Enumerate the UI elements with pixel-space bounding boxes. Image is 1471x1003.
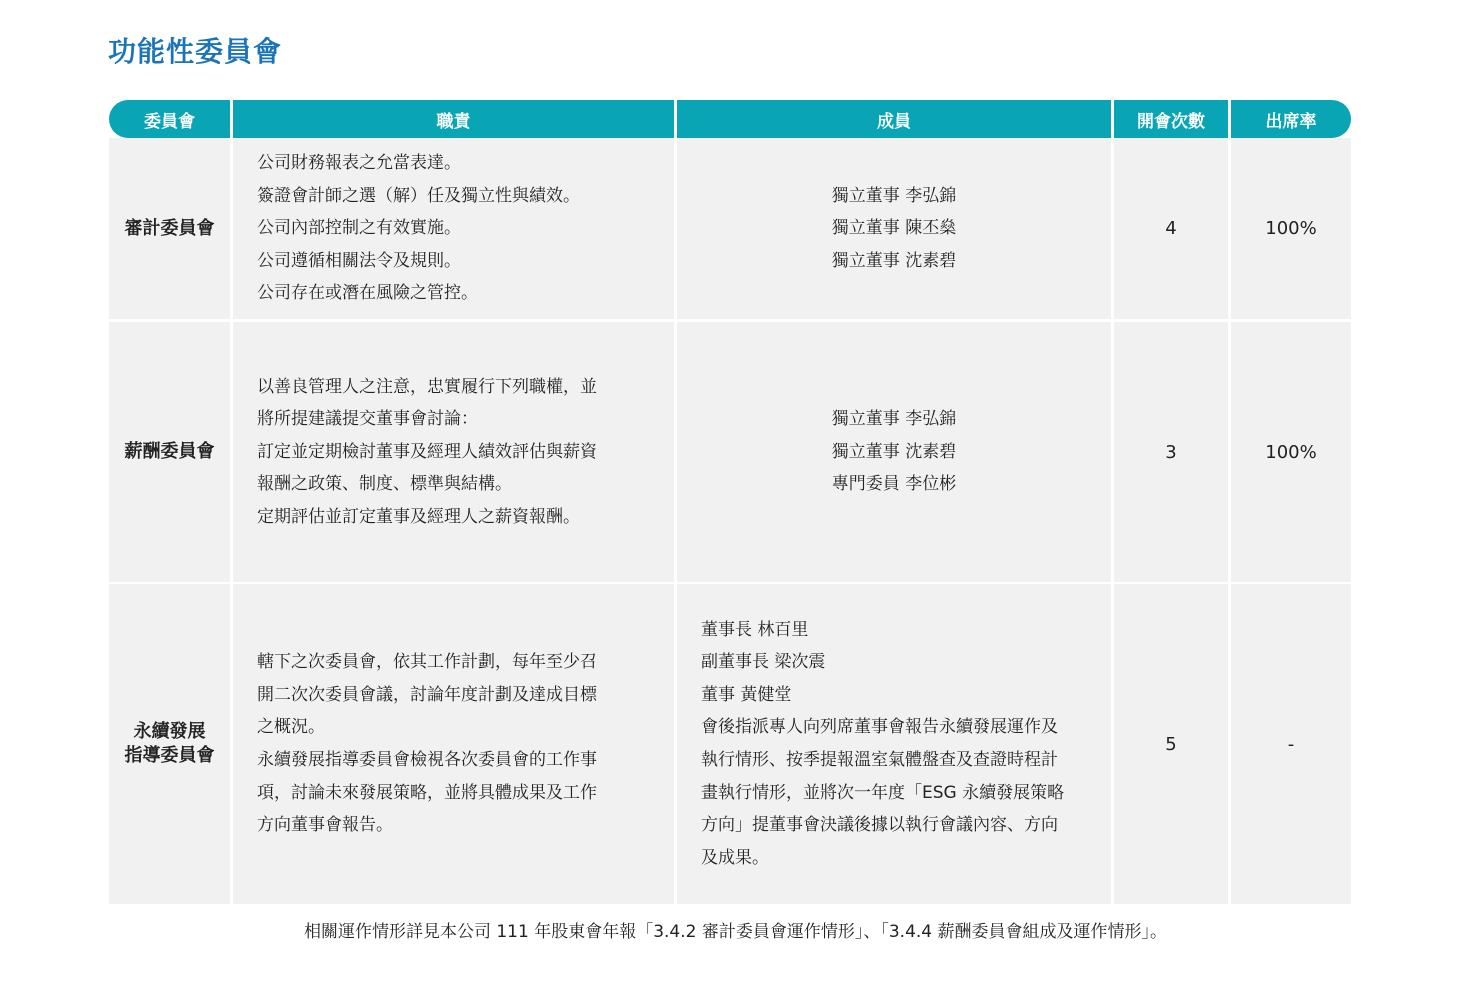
- member-line: 獨立董事 沈素碧: [831, 441, 957, 462]
- committee-name: [109, 584, 230, 904]
- duties-cell: [233, 584, 674, 904]
- member-line: 副董事長 梁次震: [701, 652, 826, 673]
- member-line: 執行情形、按季提報溫室氣體盤查及查證時程計: [701, 750, 1058, 770]
- meetings-count: 3: [1114, 322, 1228, 582]
- member-line: 獨立董事 李弘錦: [831, 185, 957, 206]
- duty-line: 之概況。: [257, 717, 325, 738]
- duty-line: 公司存在或潛在風險之管控。: [257, 283, 478, 304]
- footnote: 相關運作情形詳見本公司 111 年股東會年報「3.4.2 審計委員會運作情形」、「3.4.4 薪酬委員會組成及運作情形」。: [303, 922, 1168, 942]
- meetings-count: 5: [1114, 584, 1228, 904]
- page-title: 功能性委員會: [108, 35, 283, 68]
- duty-line: 永續發展指導委員會檢視各次委員會的工作事: [257, 750, 597, 770]
- committee-name: [109, 322, 230, 582]
- member-line: 畫執行情形，並將次一年度「ESG 永續發展策略: [701, 782, 1065, 803]
- duty-line: 開二次次委員會議，討論年度計劃及達成目標: [257, 684, 597, 705]
- table-row: [109, 584, 1351, 904]
- header-committee: 委員會: [109, 100, 230, 138]
- duty-line: 定期評估並訂定董事及經理人之薪資報酬。: [257, 506, 580, 527]
- members-cell: [677, 138, 1111, 319]
- member-line: 會後指派專人向列席董事會報告永續發展運作及: [701, 717, 1058, 738]
- duties-cell: [233, 138, 674, 319]
- meetings-count: 4: [1114, 138, 1228, 319]
- committee-name-line: 永續發展: [133, 721, 206, 742]
- attendance-rate: 100%: [1231, 138, 1351, 319]
- committee-table: [109, 100, 1351, 904]
- duty-line: 公司遵循相關法令及規則。: [257, 250, 461, 271]
- duty-line: 以善良管理人之注意，忠實履行下列職權，並: [257, 376, 597, 397]
- table-header: [109, 100, 1351, 138]
- header-members: 成員: [677, 100, 1111, 138]
- duty-line: 轄下之次委員會，依其工作計劃，每年至少召: [257, 652, 597, 673]
- header-meetings: 開會次數: [1114, 100, 1228, 138]
- committee-name-line: 審計委員會: [124, 217, 215, 239]
- member-line: 獨立董事 沈素碧: [831, 250, 957, 271]
- duty-line: 項，討論未來發展策略，並將具體成果及工作: [257, 782, 597, 803]
- duty-line: 報酬之政策、制度、標準與結構。: [257, 474, 512, 495]
- members-cell: [677, 584, 1111, 904]
- table-row: [109, 138, 1351, 319]
- duty-line: 簽證會計師之選（解）任及獨立性與績效。: [257, 185, 580, 206]
- member-line: 獨立董事 李弘錦: [831, 409, 957, 430]
- member-line: 董事 黃健堂: [701, 684, 792, 705]
- table-row: [109, 322, 1351, 582]
- attendance-rate: -: [1231, 584, 1351, 904]
- duty-line: 將所提建議提交董事會討論：: [257, 409, 478, 430]
- member-line: 獨立董事 陳丕燊: [831, 218, 957, 239]
- member-line: 及成果。: [701, 847, 769, 868]
- committee-name-line: 指導委員會: [124, 745, 215, 766]
- duties-cell: [233, 322, 674, 582]
- header-duties: 職責: [233, 100, 674, 138]
- member-line: 專門委員 李位彬: [831, 474, 957, 495]
- members-cell: [677, 322, 1111, 582]
- member-line: 方向」提董事會決議後據以執行會議內容、方向: [701, 815, 1058, 836]
- duty-line: 方向董事會報告。: [257, 815, 393, 836]
- committee-name-line: 薪酬委員會: [124, 441, 215, 462]
- member-line: 董事長 林百里: [701, 619, 809, 640]
- duty-line: 訂定並定期檢討董事及經理人績效評估與薪資: [257, 441, 597, 462]
- committee-name: [109, 138, 230, 319]
- header-attendance: 出席率: [1231, 100, 1351, 138]
- attendance-rate: 100%: [1231, 322, 1351, 582]
- duty-line: 公司內部控制之有效實施。: [257, 218, 461, 239]
- duty-line: 公司財務報表之允當表達。: [257, 153, 461, 174]
